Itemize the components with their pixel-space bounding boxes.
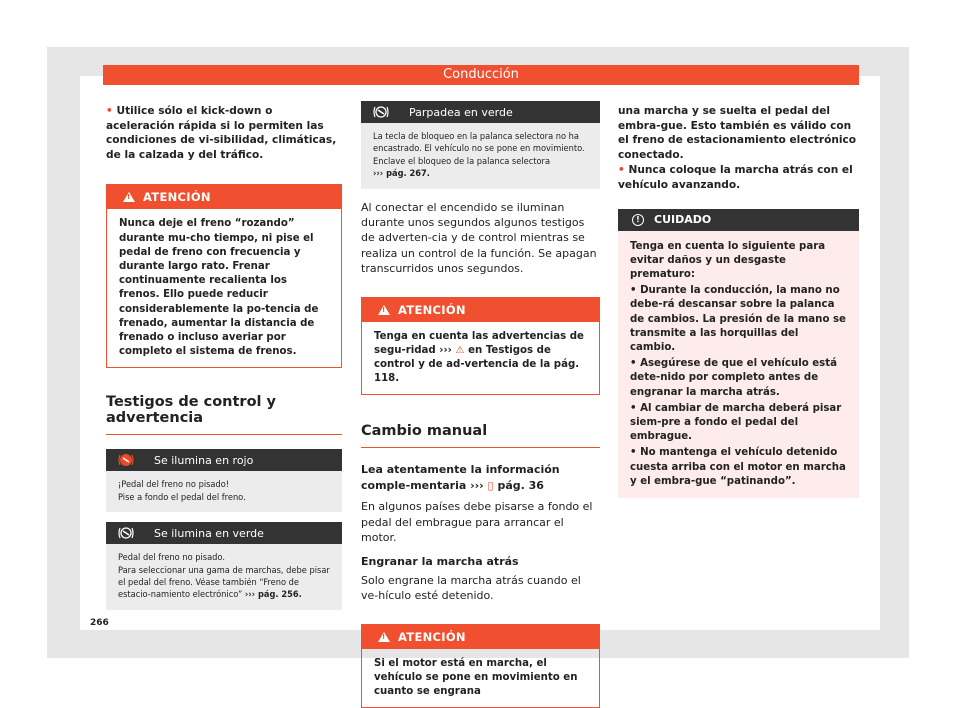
caution-body <box>618 231 859 498</box>
lamp-box-green <box>106 522 342 610</box>
caution-box <box>618 209 859 498</box>
caution-item-text: Durante la conducción, la mano no debe-rá descansar sobre la palanca de cambios. La presión de la mano se transmite a las horquillas del cambio. <box>630 285 846 353</box>
caution-item: • Durante la conducción, la mano no debe-rá descansar sobre la palanca de cambios. La presión de la mano se transmite a las horquillas del cambio. <box>630 285 846 353</box>
warning-header-2 <box>362 298 599 322</box>
caution-intro: Tenga en cuenta lo siguiente para evitar daños y un desgaste prematuro: <box>630 240 826 280</box>
warning-header-3 <box>362 625 599 649</box>
warning-text-2b: en Testigos de control y de ad-vertencia de la pág. 118. <box>374 344 580 385</box>
page-ref-link[interactable]: ››› pág. 267. <box>373 168 430 180</box>
warning-text-3: Si el motor está en marcha, el vehículo se pone en movimiento en cuanto se engrana <box>374 657 578 698</box>
warning-box-2 <box>361 297 600 396</box>
lamp-label-red: Se ilumina en rojo <box>154 453 254 467</box>
caution-item: • Al cambiar de marcha deberá pisar siem-pre a fondo el pedal del embrague. <box>630 402 842 443</box>
bullet-text-3: Nunca coloque la marcha atrás con el vehículo avanzando. <box>618 164 853 191</box>
caution-item-text: No mantenga el vehículo detenido cuesta arriba con el motor en marcha y el embra-gue “patinando”. <box>630 447 846 487</box>
lamp-blink-text: La tecla de bloqueo en la palanca selectora no ha encastrado. El vehículo no se pone en movimiento. Enclave el bloqueo de la palanca selectora <box>373 131 585 167</box>
paragraph-3: Solo engrane la marcha atrás cuando el ve-hículo esté detenido. <box>361 573 581 603</box>
section-title-2: Cambio manual <box>361 423 600 448</box>
brake-pedal-red-icon <box>118 453 134 467</box>
lamp-box-blink <box>361 101 600 189</box>
warning-inline-icon: ⚠ <box>455 344 465 356</box>
paragraph: Al conectar el encendido se iluminan durante unos segundos algunos testigos de adverten-cia y de control mientras se realiza un control de la función. Se apagan transcurridos unos segundos. <box>361 200 597 276</box>
caution-item: • Asegúrese de que el vehículo está dete-nido por completo antes de engranar la marcha atrás. <box>630 358 837 398</box>
section-title: Testigos de control y advertencia <box>106 394 342 435</box>
warning-label-3: ATENCIÓN <box>398 629 466 644</box>
caution-item-text: Al cambiar de marcha deberá pisar siem-pre a fondo el pedal del embrague. <box>630 402 842 443</box>
caution-item: • No mantenga el vehículo detenido cuesta arriba con el motor en marcha y el embra-gue “patinando”. <box>630 447 846 487</box>
lamp-header-green <box>106 522 342 544</box>
bullet-paragraph-3 <box>618 163 859 192</box>
lamp-header-blink <box>361 101 600 123</box>
bullet-dot: • <box>106 105 113 117</box>
lamp-green-text: Para seleccionar una gama de marchas, debe pisar el pedal del freno. Véase también “Freno de estacio-namiento electrónico” <box>118 564 330 601</box>
lamp-green-line1: Pedal del freno no pisado. <box>118 552 225 564</box>
page-number: 266 <box>90 618 109 628</box>
page-ref-link[interactable]: ››› pág. 256. <box>244 589 302 601</box>
continued-text: una marcha y se suelta el pedal del embra-gue. Esto también es válido con el freno de estacionamiento electrónico conectado. <box>618 105 857 161</box>
lamp-body-blink <box>361 123 600 189</box>
warning-box-3 <box>361 624 600 708</box>
warning-label: ATENCIÓN <box>143 190 211 205</box>
warning-box <box>106 184 342 368</box>
warning-text: Nunca deje el freno “rozando” durante mu-cho tiempo, ni pise el pedal de freno con frecuencia y durante largo rato. Frenar continuamente recalienta los frenos. Ello puede reducir considerablemente la po-tencia de frenado, aumentar la distancia de frenado o incluso averiar por completo el sistema de frenos. <box>119 218 319 358</box>
column-1 <box>106 104 342 610</box>
lamp-label-green: Se ilumina en verde <box>154 526 264 540</box>
warning-icon <box>123 192 135 202</box>
caution-header <box>618 209 859 231</box>
caution-label: CUIDADO <box>654 213 712 227</box>
lamp-red-line1: ¡Pedal del freno no pisado! <box>118 479 230 491</box>
warning-label-2: ATENCIÓN <box>398 302 466 317</box>
warning-icon <box>378 632 390 642</box>
caution-item-text: Asegúrese de que el vehículo está dete-nido por completo antes de engranar la marcha atrás. <box>630 358 837 398</box>
intro-text: Lea atentamente la información comple-mentaria ››› <box>361 463 560 492</box>
warning-text-2 <box>362 322 599 395</box>
lamp-box-red <box>106 449 342 512</box>
intro-page-ref[interactable]: pág. 36 <box>497 478 544 492</box>
bullet-dot: • <box>618 164 625 177</box>
brake-pedal-blink-icon <box>373 105 389 119</box>
warning-icon <box>378 305 390 315</box>
warning-text-2a: Tenga en cuenta las advertencias de segu-ridad ››› <box>374 330 584 356</box>
paragraph-2: En algunos países debe pisarse a fondo el pedal del embrague para arrancar el motor. <box>361 500 593 545</box>
lamp-body-red <box>106 471 342 512</box>
lamp-body-green <box>106 544 342 610</box>
info-circle-icon: ! <box>632 214 644 226</box>
section-header: Conducción <box>103 65 859 85</box>
book-icon: ▯ <box>487 478 494 492</box>
brake-pedal-green-icon <box>118 526 134 540</box>
bullet-text: Utilice sólo el kick-down o aceleración rápida si lo permiten las condiciones de vi-sibilidad, climáticas, de la calzada y del tráfico. <box>106 105 337 161</box>
column-3 <box>618 104 859 498</box>
lamp-green-line2 <box>118 565 330 602</box>
lamp-label-blink: Parpadea en verde <box>409 105 513 119</box>
column-2 <box>361 101 600 708</box>
lamp-red-line2: Pise a fondo el pedal del freno. <box>118 491 246 503</box>
subheading: Engranar la marcha atrás <box>361 554 519 568</box>
bullet-paragraph <box>106 104 342 162</box>
lamp-header-red <box>106 449 342 471</box>
intro-paragraph <box>361 462 600 493</box>
warning-header <box>107 185 341 209</box>
